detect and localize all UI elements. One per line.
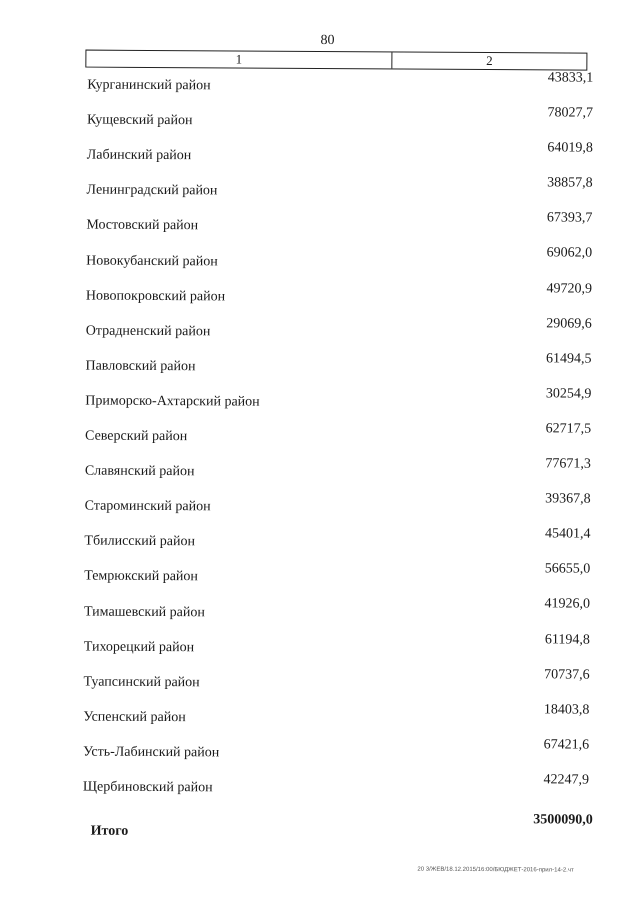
district-value: 78027,7 bbox=[547, 105, 594, 121]
district-name: Павловский район bbox=[85, 358, 196, 375]
district-value: 77671,3 bbox=[545, 456, 591, 472]
table-row bbox=[83, 451, 603, 489]
district-name: Приморско-Ахтарский район bbox=[85, 393, 260, 410]
district-value: 43833,1 bbox=[547, 70, 594, 86]
district-value: 70737,6 bbox=[544, 666, 590, 683]
table-row bbox=[85, 135, 605, 173]
district-name: Туапсинский район bbox=[83, 674, 200, 690]
table-row bbox=[82, 591, 602, 629]
table-row bbox=[83, 380, 603, 418]
district-value: 49720,9 bbox=[546, 280, 593, 297]
district-name: Курганинский район bbox=[87, 77, 211, 94]
district-value: 62717,5 bbox=[545, 421, 592, 437]
district-name: Славянский район bbox=[84, 463, 195, 480]
district-name: Темрюкский район bbox=[84, 568, 198, 585]
district-value: 67393,7 bbox=[546, 210, 593, 227]
district-name: Щербиновский район bbox=[82, 779, 213, 796]
table-row bbox=[83, 345, 603, 383]
table-row bbox=[84, 310, 604, 348]
district-name: Тбилисский район bbox=[84, 533, 196, 550]
table-row bbox=[84, 240, 604, 278]
district-name: Успенский район bbox=[83, 709, 186, 725]
district-value: 29069,6 bbox=[546, 316, 592, 332]
footer-file-code: 20 3/ЖЕВ/18.12.2015/16:00/БЮДЖЕТ-2016-прил-14-2.чт bbox=[417, 866, 574, 874]
district-name: Отрадненский район bbox=[85, 323, 211, 340]
district-value: 38857,8 bbox=[547, 175, 593, 191]
total-value: 3500090,0 bbox=[533, 812, 593, 828]
header-col-1: 1 bbox=[86, 51, 392, 69]
table-row bbox=[81, 731, 601, 769]
table-row bbox=[82, 626, 602, 664]
district-value: 45401,4 bbox=[544, 526, 591, 542]
district-value: 61194,8 bbox=[544, 631, 590, 648]
district-value: 56655,0 bbox=[544, 561, 591, 577]
total-label: Итого bbox=[90, 823, 129, 839]
district-name: Кущевский район bbox=[86, 112, 193, 129]
table-row bbox=[84, 275, 604, 313]
table-row bbox=[81, 766, 601, 804]
district-value: 69062,0 bbox=[546, 245, 593, 262]
header-col-2: 2 bbox=[486, 53, 493, 69]
district-name: Тимашевский район bbox=[83, 604, 205, 620]
district-name: Усть-Лабинский район bbox=[83, 744, 220, 761]
district-value: 61494,5 bbox=[546, 351, 592, 367]
district-value: 18403,8 bbox=[543, 702, 590, 718]
table-row bbox=[82, 521, 602, 559]
table-row bbox=[85, 100, 605, 138]
district-table bbox=[81, 65, 606, 845]
table-row bbox=[84, 170, 604, 208]
page-number: 80 bbox=[320, 32, 335, 49]
district-value: 30254,9 bbox=[545, 386, 592, 402]
district-name: Новокубанский район bbox=[86, 253, 218, 269]
district-value: 67421,6 bbox=[543, 737, 590, 753]
district-name: Тихорецкий район bbox=[83, 639, 195, 655]
district-name: Ленинградский район bbox=[86, 182, 218, 199]
district-name: Северский район bbox=[85, 428, 188, 445]
district-value: 64019,8 bbox=[547, 140, 593, 156]
district-name: Новопокровский район bbox=[85, 288, 226, 305]
table-row bbox=[81, 696, 601, 734]
district-value: 41926,0 bbox=[544, 596, 591, 613]
table-row bbox=[85, 65, 605, 103]
table-row bbox=[82, 556, 602, 594]
district-value: 39367,8 bbox=[545, 491, 591, 507]
district-name: Староминский район bbox=[84, 498, 211, 515]
district-name: Лабинский район bbox=[86, 147, 192, 164]
table-row bbox=[83, 415, 603, 453]
table-row bbox=[84, 205, 604, 243]
total-row bbox=[81, 802, 601, 845]
table-row bbox=[83, 486, 603, 524]
district-value: 42247,9 bbox=[543, 772, 590, 788]
district-name: Мостовский район bbox=[86, 218, 199, 234]
table-row bbox=[81, 661, 601, 699]
